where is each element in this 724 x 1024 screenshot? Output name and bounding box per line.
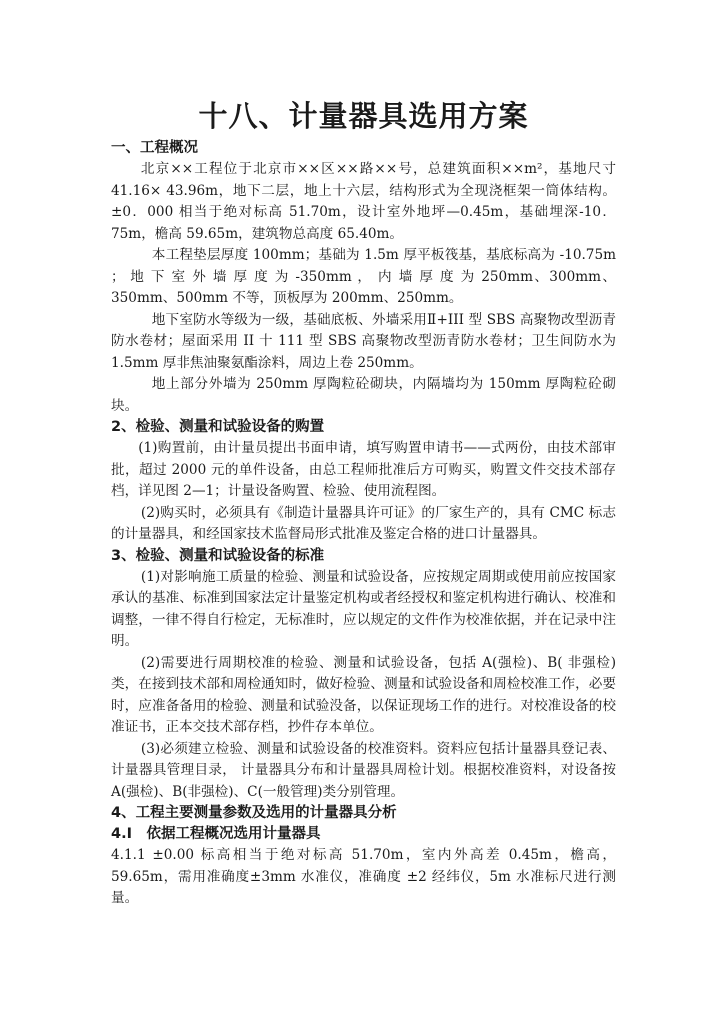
section-3-paragraph-2: (2)需要进行周期校准的检验、测量和试验设备，包括 A(强检)、B( 非强检)类，在接到技术部和周检通知时，做好检验、测量和试验设备和周检校准工作，必要时，应准备备用的检验、测量和试验没备，以保证现场工作的进行。对校准设备的校准证书，正本交技术部存档，抄件存本单位。 [111, 654, 616, 735]
section-4-heading: 4、工程主要测量参数及选用的计量器具分析 [111, 805, 397, 821]
section-1-paragraph-3: 地下室防水等级为一级，基础底板、外墙采用Ⅱ+III 型 SBS 高聚物改型沥青防水卷材；屋面采用 II 十 111 型 SBS 高聚物改型沥青防水卷材；卫生间防水为 1.5mm 厚非焦油聚氨酯涂料，周边上卷 250mm。 [111, 311, 616, 371]
section-2-heading: 2、检验、测量和试验设备的购置 [111, 419, 325, 435]
section-1-paragraph-4: 地上部分外墙为 250mm 厚陶粒砼砌块，内隔墙均为 150mm 厚陶粒砼砌块。 [111, 376, 616, 414]
section-4-paragraph-1: 4.1.1 ±0.00 标高相当于绝对标高 51.70m，室内外高差 0.45m，檐高，59.65m，需用准确度±3mm 水准仪，准确度 ±2 经纬仪，5m 水准标尺进行测量。 [111, 847, 616, 906]
section-4-1-heading: 4.Ⅰ 依据工程概况选用计量器具 [111, 826, 321, 842]
section-3-paragraph-1: (1)对影响施工质量的检验、测量和试验设备，应按规定周期或使用前应按国家承认的基准、标准到国家法定计量鉴定机构或者经授权和鉴定机构进行确认、校准和调整，一律不得自行检定，无标准时，应以规定的文件作为校准依据，并在记录中注明。 [111, 568, 616, 649]
page-title: 十八、计量器具选用方案 [198, 99, 529, 133]
section-1-paragraph-1: 北京××工程位于北京市××区××路××号，总建筑面积××m²，基地尺寸 41.16× 43.96m，地下二层，地上十六层，结构形式为全现浇框架一筒体结构。±0．000 相当于绝对标高 51.70m，设计室外地坪—0.45m，基础埋深-10．75m，檐高 59.65m，建筑物总高度 65.40m。 [111, 161, 616, 242]
section-3-paragraph-3: (3)必须建立检验、测量和试验设备的校准资料。资料应包括计量器具登记表、计量器具管理目录， 计量器具分布和计量器具周检计划。根据校准资料，对设备按 A(强检)、B(非强检)、C(一般管理)类分别管理。 [111, 740, 616, 800]
section-3-heading: 3、检验、测量和试验设备的标准 [111, 547, 325, 564]
section-1-heading: 一、工程概况 [111, 140, 198, 156]
section-2-paragraph-1: (1)购置前，由计量员提出书面申请，填写购置申请书——式两份，由技术部审批，超过 2000 元的单件设备，由总工程师批准后方可购买，购置文件交技术部存档，详见图 2—1；计量设备购置、检验、使用流程图。 [111, 440, 616, 499]
section-2-paragraph-2: (2)购买时，必须具有《制造计量器具许可证》的厂家生产的，具有 CMC 标志的计量器具，和经国家技术监督局形式批准及鉴定合格的进口计量器具。 [111, 504, 616, 542]
section-1-paragraph-2: 本工程垫层厚度 100mm；基础为 1.5m 厚平板筏基，基底标高为 -10.75m ； 地 下 室 外 墙 厚 度 为 -350mm ， 内 墙 厚 度 为 250mm、300mm、350mm、500mm 不等，顶板厚为 200mm、250mm。 [111, 247, 616, 306]
